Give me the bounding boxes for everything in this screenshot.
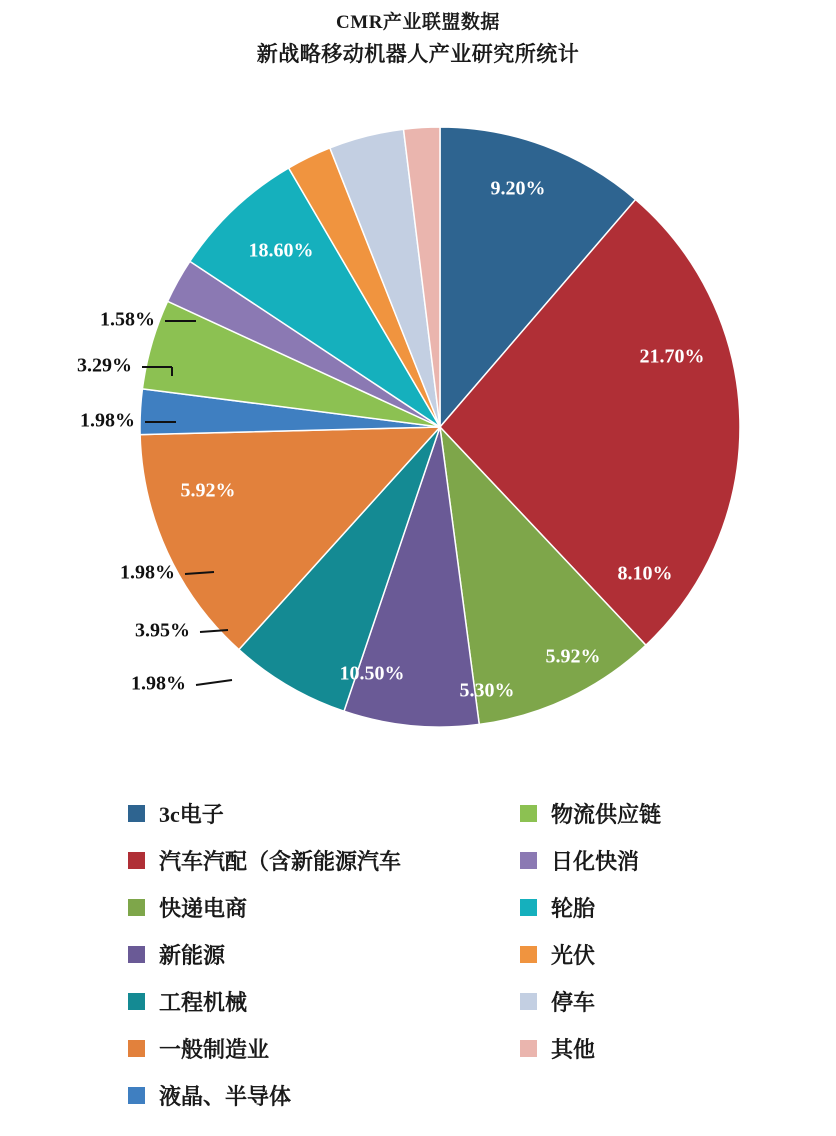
legend-item[interactable]: [128, 1072, 401, 1119]
legend-item-label: 物流供应链: [551, 802, 662, 827]
pie-plot-area: [0, 110, 836, 770]
legend-item[interactable]: [520, 931, 661, 978]
pie-slice-value-label: 10.50%: [339, 662, 405, 685]
legend-item[interactable]: [520, 837, 661, 884]
legend-item[interactable]: [128, 837, 401, 884]
chart-legend: [0, 790, 836, 1130]
pie-slice-value-label: 5.92%: [180, 479, 236, 502]
legend-item[interactable]: [128, 1025, 401, 1072]
legend-item[interactable]: [128, 978, 401, 1025]
pie-outer-value-label: 1.98%: [120, 561, 175, 584]
legend-color-swatch: [520, 946, 537, 963]
legend-color-swatch: [128, 805, 145, 822]
legend-item-label: 3c电子: [159, 802, 224, 827]
chart-title: [0, 8, 836, 70]
legend-item-label: 日化快消: [551, 849, 640, 874]
legend-item[interactable]: [520, 790, 661, 837]
pie-outer-value-label: 1.98%: [80, 409, 135, 432]
pie-outer-value-label: 3.29%: [77, 354, 132, 377]
legend-color-swatch: [128, 1040, 145, 1057]
legend-item[interactable]: [128, 884, 401, 931]
legend-item-label: 液晶、半导体: [159, 1084, 292, 1109]
legend-color-swatch: [128, 1087, 145, 1104]
legend-column-right: [520, 790, 661, 1072]
legend-item[interactable]: [128, 931, 401, 978]
legend-item-label: 快递电商: [159, 896, 248, 921]
pie-slice-value-label: 8.10%: [617, 562, 673, 585]
pie-outer-value-label: 1.58%: [100, 308, 155, 331]
legend-color-swatch: [520, 899, 537, 916]
legend-color-swatch: [520, 993, 537, 1010]
legend-color-swatch: [128, 852, 145, 869]
pie-slice-group: [140, 127, 740, 727]
pie-slice-value-label: 5.30%: [459, 679, 515, 702]
legend-color-swatch: [128, 993, 145, 1010]
legend-item[interactable]: [520, 1025, 661, 1072]
legend-color-swatch: [128, 946, 145, 963]
legend-item-label: 光伏: [551, 943, 596, 968]
legend-color-swatch: [128, 899, 145, 916]
pie-outer-value-label: 3.95%: [135, 619, 190, 642]
legend-item-label: 工程机械: [159, 990, 248, 1015]
legend-color-swatch: [520, 852, 537, 869]
pie-slice-value-label: 5.92%: [545, 645, 601, 668]
legend-item[interactable]: [520, 978, 661, 1025]
legend-item[interactable]: [520, 884, 661, 931]
legend-column-left: [128, 790, 401, 1119]
pie-outer-value-label: 1.98%: [131, 672, 186, 695]
legend-item-label: 停车: [551, 990, 596, 1015]
pie-svg: [0, 110, 836, 770]
legend-color-swatch: [520, 1040, 537, 1057]
legend-item-label: 其他: [551, 1037, 596, 1062]
pie-slice-value-label: 21.70%: [639, 345, 705, 368]
legend-color-swatch: [520, 805, 537, 822]
legend-item-label: 一般制造业: [159, 1037, 270, 1062]
legend-item-label: 汽车汽配（含新能源汽车: [159, 849, 402, 874]
chart-title-line-2: 新战略移动机器人产业研究所统计: [256, 42, 580, 66]
legend-item-label: 新能源: [159, 943, 226, 968]
legend-item-label: 轮胎: [551, 896, 596, 921]
pie-slice-value-label: 9.20%: [490, 177, 546, 200]
chart-title-line-1: CMR产业联盟数据: [336, 12, 500, 33]
pie-slice-value-label: 18.60%: [248, 239, 314, 262]
leader-line: [196, 680, 232, 685]
legend-item[interactable]: [128, 790, 401, 837]
